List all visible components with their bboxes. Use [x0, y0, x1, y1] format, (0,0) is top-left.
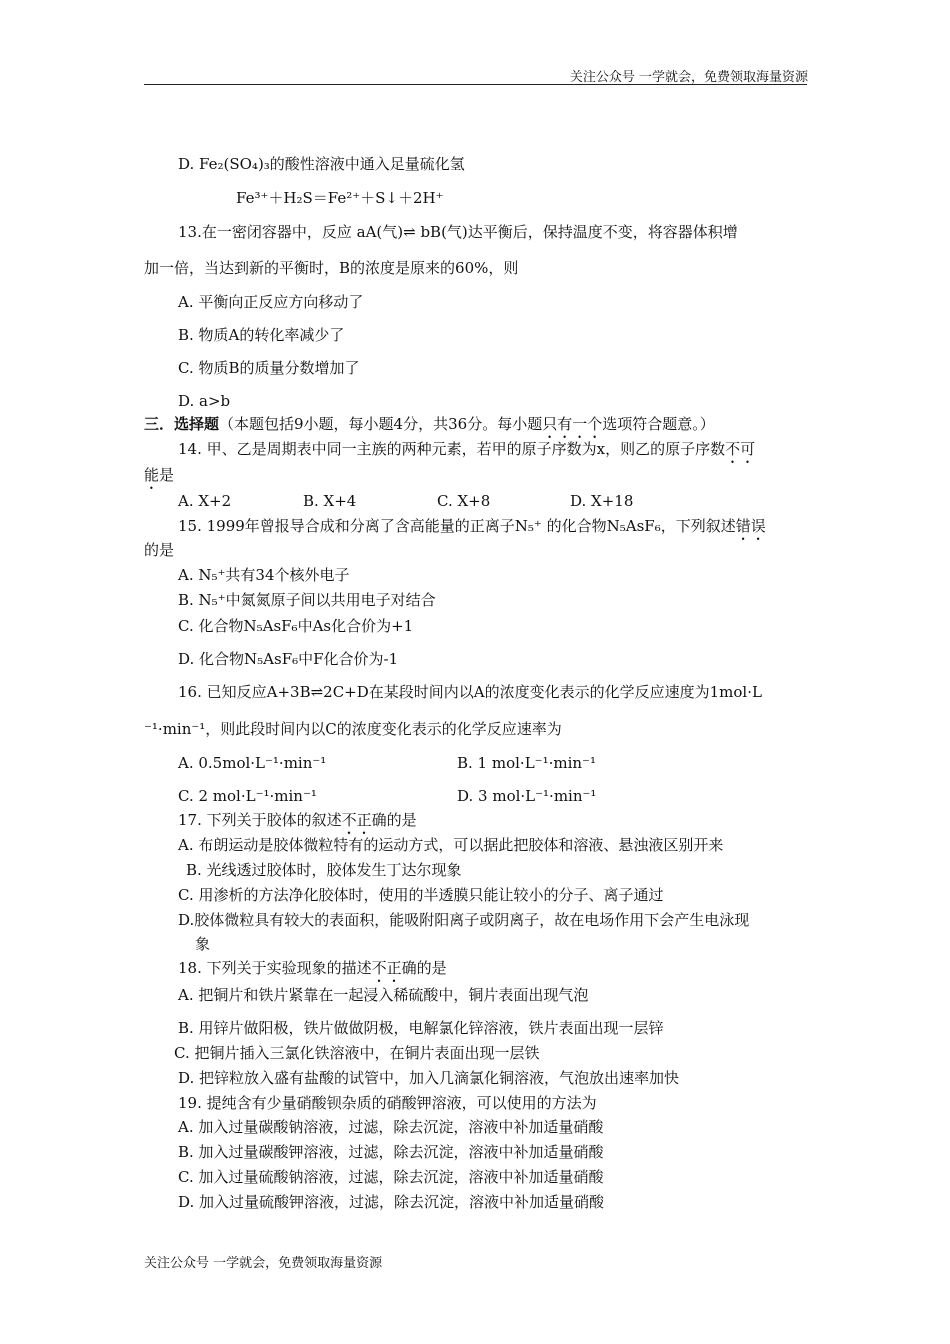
q18-option-d: D. 把锌粒放入盛有盐酸的试管中，加入几滴氯化铜溶液，气泡放出速率加快	[178, 1069, 680, 1087]
q18-stem-emphasis: 不正	[371, 959, 402, 977]
q14-stem-line1	[178, 439, 755, 467]
q17-option-d-line2: 象	[195, 935, 211, 953]
q16-stem-line1: 16. 已知反应A+3B⇌2C+D在某段时间内以A的浓度变化表示的化学反应速度为1mol·L	[178, 683, 762, 701]
q13-option-a: A. 平衡向正反应方向移动了	[178, 293, 364, 311]
q13-stem-line2: 加一倍，当达到新的平衡时，B的浓度是原来的60%，则	[144, 259, 519, 277]
q18-stem	[178, 958, 447, 986]
q16-stem-line2: ⁻¹·min⁻¹，则此段时间内以C的浓度变化表示的化学反应速率为	[144, 720, 562, 738]
section-3-desc-emphasis: 只有一个	[542, 415, 603, 433]
q17-option-b: B. 光线透过胶体时，胶体发生丁达尔现象	[186, 861, 462, 879]
q13-option-d: D. a>b	[178, 392, 231, 410]
q18-stem-text: 18. 下列关于实验现象的描述	[178, 959, 372, 977]
q16-option-c: C. 2 mol·L⁻¹·min⁻¹	[178, 787, 317, 805]
section-3-heading	[144, 414, 715, 442]
header-divider	[144, 84, 807, 85]
q18-option-a: A. 把铜片和铁片紧靠在一起浸入稀硫酸中，铜片表面出现气泡	[178, 986, 589, 1004]
q14-option-b: B. X+4	[303, 492, 357, 510]
q17-option-c: C. 用渗析的方法净化胶体时，使用的半透膜只能让较小的分子、离子通过	[178, 886, 664, 904]
q15-option-d: D. 化合物N₅AsF₆中F化合价为-1	[178, 650, 399, 668]
q14-stem-emphasis-2: 能	[144, 466, 160, 484]
q12-equation: Fe³⁺＋H₂S＝Fe²⁺＋S↓＋2H⁺	[236, 189, 444, 207]
q14-stem-text: 14. 甲、乙是周期表中同一主族的两种元素，若甲的原子序数为x，则乙的原子序数	[178, 440, 726, 458]
q13-option-b: B. 物质A的转化率减少了	[178, 326, 345, 344]
q18-option-c: C. 把铜片插入三氯化铁溶液中，在铜片表面出现一层铁	[174, 1044, 540, 1062]
q19-option-c: C. 加入过量硫酸钠溶液，过滤，除去沉淀，溶液中补加适量硝酸	[178, 1168, 604, 1186]
q15-stem-line2: 的是	[144, 541, 175, 559]
q18-stem-end: 确的是	[401, 959, 447, 977]
q17-option-d-line1: D.胶体微粒具有较大的表面积，能吸附阳离子或阴离子，故在电场作用下会产生电泳现	[178, 911, 750, 929]
q14-stem-emphasis: 不可	[725, 440, 756, 458]
q15-option-b: B. N₅⁺中氮氮原子间以共用电子对结合	[178, 591, 436, 609]
section-3-desc-pre: （本题包括9小题，每小题4分，共36分。每小题	[219, 415, 543, 433]
q13-option-c: C. 物质B的质量分数增加了	[178, 359, 360, 377]
q15-stem-emphasis: 错误	[735, 517, 766, 535]
q17-stem-end: 确的是	[371, 811, 417, 829]
section-3-title: 三．选择题	[144, 415, 220, 433]
q14-option-a: A. X+2	[178, 492, 232, 510]
page-footer: 关注公众号 一学就会，免费领取海量资源	[144, 1256, 383, 1271]
q14-stem-line2	[144, 465, 174, 493]
q15-stem-line1	[178, 516, 766, 544]
q17-stem-text: 17. 下列关于胶体的叙述	[178, 811, 342, 829]
q14-stem-end: 是	[159, 466, 175, 484]
q13-stem-line1: 13.在一密闭容器中，反应 aA(气)⇌ bB(气)达平衡后，保持温度不变，将容器体积增	[178, 223, 738, 241]
q14-option-d: D. X+18	[570, 492, 634, 510]
q12-option-d: D. Fe₂(SO₄)₃的酸性溶液中通入足量硫化氢	[178, 155, 465, 173]
q16-option-d: D. 3 mol·L⁻¹·min⁻¹	[457, 787, 597, 805]
q17-stem-emphasis: 不正	[341, 811, 372, 829]
q16-option-b: B. 1 mol·L⁻¹·min⁻¹	[457, 754, 596, 772]
q19-option-a: A. 加入过量碳酸钠溶液，过滤，除去沉淀，溶液中补加适量硝酸	[178, 1118, 604, 1136]
q15-stem-text: 15. 1999年曾报导合成和分离了含高能量的正离子N₅⁺ 的化合物N₅AsF₆，下列叙述	[178, 517, 736, 535]
q15-option-c: C. 化合物N₅AsF₆中As化合价为+1	[178, 617, 414, 635]
q16-option-a: A. 0.5mol·L⁻¹·min⁻¹	[178, 754, 327, 772]
q17-option-a: A. 布朗运动是胶体微粒特有的运动方式，可以据此把胶体和溶液、悬浊液区别开来	[178, 836, 724, 854]
q19-option-d: D. 加入过量硫酸钾溶液，过滤，除去沉淀，溶液中补加适量硝酸	[178, 1193, 605, 1211]
page-header: 关注公众号 一学就会，免费领取海量资源	[569, 70, 808, 85]
q17-stem	[178, 810, 417, 838]
q18-option-b: B. 用锌片做阳极，铁片做做阴极，电解氯化锌溶液，铁片表面出现一层锌	[178, 1019, 664, 1037]
q15-option-a: A. N₅⁺共有34个核外电子	[178, 566, 350, 584]
section-3-desc-post: 选项符合题意。）	[602, 415, 715, 433]
q14-option-c: C. X+8	[437, 492, 491, 510]
q19-option-b: B. 加入过量碳酸钾溶液，过滤，除去沉淀，溶液中补加适量硝酸	[178, 1143, 604, 1161]
q19-stem: 19. 提纯含有少量硝酸钡杂质的硝酸钾溶液，可以使用的方法为	[178, 1094, 597, 1112]
